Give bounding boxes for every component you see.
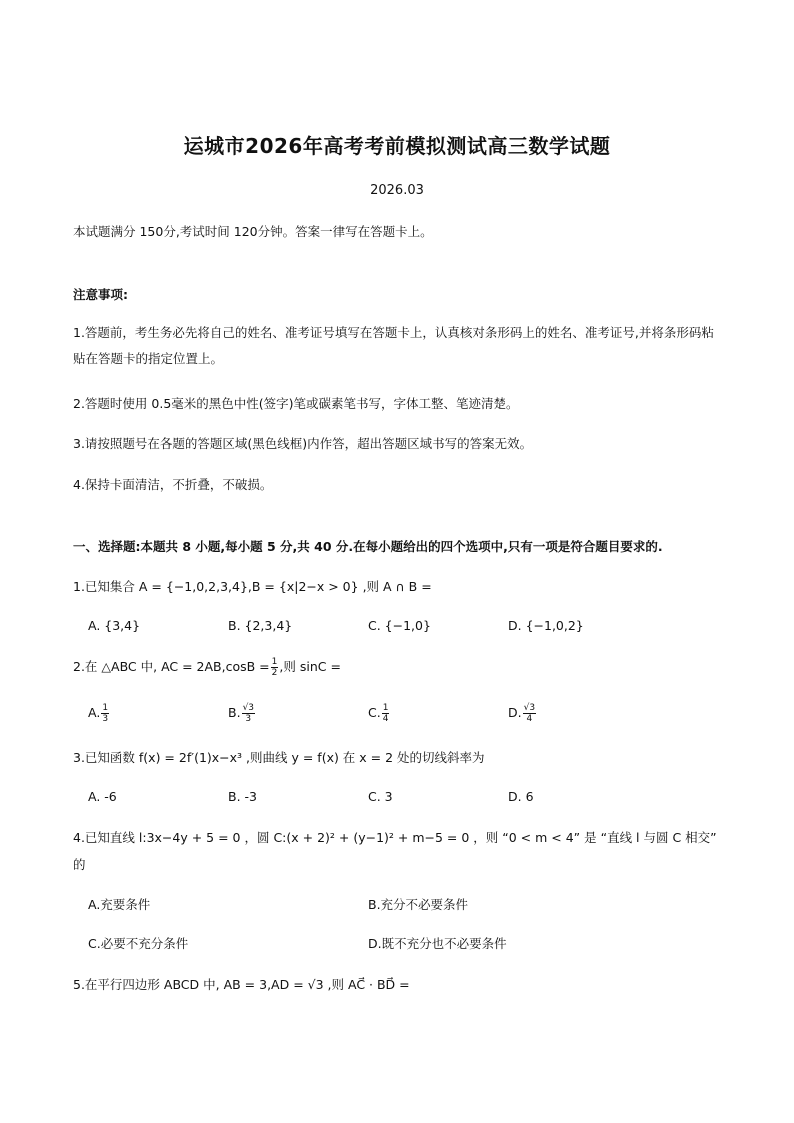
exam-title: 运城市2026年高考考前模拟测试高三数学试题 bbox=[183, 134, 611, 158]
option-label: B. bbox=[228, 705, 241, 720]
question-1-stem: 1.已知集合 A = {−1,0,2,3,4},B = {x|2−x > 0} ,则 A ∩ B = bbox=[73, 579, 432, 594]
question-3-stem: 3.已知函数 f(x) = 2f′(1)x−x³ ,则曲线 y = f(x) 在 x = 2 处的切线斜率为 bbox=[73, 750, 485, 765]
question-4-stem-line-2: 的 bbox=[73, 857, 86, 872]
exam-date: 2026.03 bbox=[370, 183, 424, 198]
fraction-denominator: 3 bbox=[102, 714, 109, 724]
question-2-option-a bbox=[88, 703, 110, 724]
notice-item-3: 3.请按照题号在各题的答题区域(黑色线框)内作答，超出答题区域书写的答案无效。 bbox=[73, 436, 533, 451]
question-1-option-b: B. {2,3,4} bbox=[228, 618, 293, 633]
question-3-option-d: D. 6 bbox=[508, 789, 534, 804]
notice-item-4: 4.保持卡面清洁，不折叠，不破损。 bbox=[73, 477, 273, 492]
section-heading: 一、选择题:本题共 8 小题,每小题 5 分,共 40 分.在每小题给出的四个选项中,只有一项是符合题目要求的. bbox=[73, 539, 663, 554]
question-2-stem bbox=[73, 657, 341, 678]
question-3-option-b: B. -3 bbox=[228, 789, 257, 804]
question-2-option-c bbox=[368, 703, 390, 724]
fraction-numerator: √3 bbox=[242, 703, 255, 713]
question-2-stem-fraction bbox=[271, 657, 279, 678]
option-label: D. bbox=[508, 705, 522, 720]
question-3-option-c: C. 3 bbox=[368, 789, 393, 804]
notice-item-1: 1.答题前，考生务必先将自己的姓名、准考证号填写在答题卡上，认真核对条形码上的姓名、准考证号,并将条形码粘贴在答题卡的指定位置上。 bbox=[73, 325, 714, 366]
fraction-denominator: 3 bbox=[245, 714, 252, 724]
fraction-numerator: √3 bbox=[523, 703, 536, 713]
question-1-option-a: A. {3,4} bbox=[88, 618, 141, 633]
question-2-stem-part-b: ,则 sinC = bbox=[279, 659, 341, 674]
question-1-option-c: C. {−1,0} bbox=[368, 618, 431, 633]
question-2-stem-part-a: 2.在 △ABC 中, AC = 2AB,cosB = bbox=[73, 659, 270, 674]
question-4-stem-line-1: 4.已知直线 l:3x−4y + 5 = 0 ，圆 C:(x + 2)² + (y−1)² + m−5 = 0 ，则 “0 < m < 4” 是 “直线 l 与圆 C 相交” bbox=[73, 830, 717, 845]
notice-item-2: 2.答题时使用 0.5毫米的黑色中性(签字)笔或碳素笔书写，字体工整、笔迹清楚。 bbox=[73, 396, 519, 411]
notice-heading: 注意事项: bbox=[73, 287, 128, 302]
question-4-option-c: C.必要不充分条件 bbox=[88, 936, 189, 951]
fraction-denominator: 2 bbox=[271, 668, 278, 678]
fraction-denominator: 4 bbox=[526, 714, 533, 724]
question-4-option-d: D.既不充分也不必要条件 bbox=[368, 936, 507, 951]
question-1-option-d: D. {−1,0,2} bbox=[508, 618, 584, 633]
question-4-option-a: A.充要条件 bbox=[88, 897, 151, 912]
question-5-stem: 5.在平行四边形 ABCD 中, AB = 3,AD = √3 ,则 AC⃗ · BD⃗ = bbox=[73, 977, 410, 992]
question-2-option-d bbox=[508, 703, 537, 724]
fraction-numerator: 1 bbox=[271, 657, 278, 667]
fraction-numerator: 1 bbox=[382, 703, 389, 713]
exam-intro: 本试题满分 150分,考试时间 120分钟。答案一律写在答题卡上。 bbox=[73, 224, 433, 239]
fraction-denominator: 4 bbox=[382, 714, 389, 724]
question-3-option-a: A. -6 bbox=[88, 789, 117, 804]
fraction-numerator: 1 bbox=[102, 703, 109, 713]
option-label: C. bbox=[368, 705, 381, 720]
option-label: A. bbox=[88, 705, 101, 720]
question-4-option-b: B.充分不必要条件 bbox=[368, 897, 469, 912]
question-2-option-b bbox=[228, 703, 256, 724]
